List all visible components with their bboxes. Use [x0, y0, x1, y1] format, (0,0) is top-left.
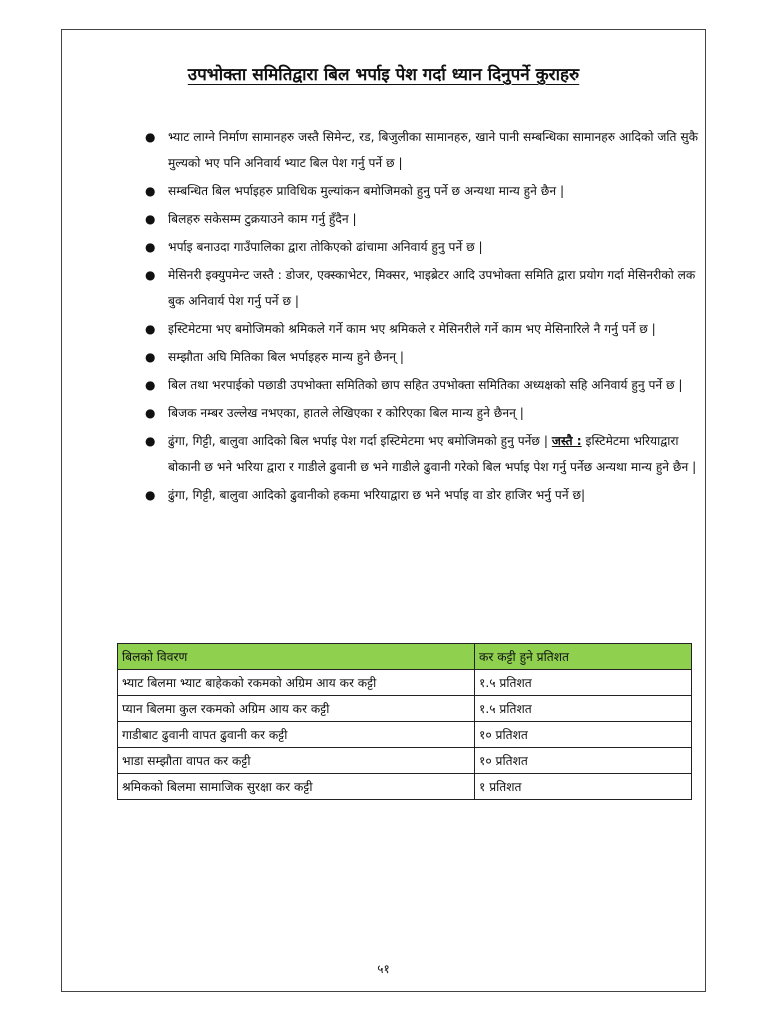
list-item: [142, 234, 702, 260]
example-label: जस्तै :: [551, 434, 582, 448]
table-cell-rate: १.५ प्रतिशत: [475, 696, 692, 722]
bullet-icon: ●: [145, 378, 156, 392]
table-header-row: [118, 644, 692, 670]
table-row: [118, 748, 692, 774]
list-item-text: ढुंगा, गिट्टी, बालुवा आदिको बिल भर्पाइ पेश गर्दा इस्टिमेटमा भए बमोजिमको हुनु पर्नेछ |: [168, 434, 548, 448]
column-header-deduction-rate: कर कट्टी हुने प्रतिशत: [475, 644, 692, 670]
column-header-bill-description: बिलको विवरण: [118, 644, 475, 670]
list-item-text: सम्बन्धित बिल भर्पाइहरु प्राविधिक मुल्यांकन बमोजिमको हुनु पर्ने छ अन्यथा मान्य हुने छैन |: [168, 184, 565, 198]
bullet-icon: ●: [145, 130, 156, 144]
table-cell-rate: १ प्रतिशत: [475, 774, 692, 800]
table-row: [118, 696, 692, 722]
list-item: [142, 262, 702, 314]
bullet-icon: ●: [145, 212, 156, 226]
document-title: उपभोक्ता समितिद्वारा बिल भर्पाइ पेश गर्दा ध्यान दिनुपर्ने कुराहरु: [187, 65, 580, 85]
list-item: [142, 482, 702, 508]
table-cell-rate: १० प्रतिशत: [475, 722, 692, 748]
list-item: [142, 344, 702, 370]
table-cell-description: गाडीबाट ढुवानी वापत ढुवानी कर कट्टी: [118, 722, 475, 748]
bullet-icon: ●: [145, 240, 156, 254]
table-row: [118, 722, 692, 748]
guidelines-list: [142, 124, 702, 510]
bullet-icon: ●: [145, 322, 156, 336]
bullet-icon: ●: [145, 268, 156, 282]
list-item-text: ढुंगा, गिट्टी, बालुवा आदिको ढुवानीको हकमा भरियाद्वारा छ भने भर्पाइ वा डोर हाजिर भर्नु पर्ने छ|: [168, 488, 586, 502]
table-cell-description: भ्याट बिलमा भ्याट बाहेकको रकमको अग्रिम आय कर कट्टी: [118, 670, 475, 696]
table-row: [118, 670, 692, 696]
list-item: [142, 178, 702, 204]
table-row: [118, 774, 692, 800]
page-number: ५१: [377, 962, 390, 976]
tax-deduction-table: [117, 643, 692, 800]
list-item-text-continued: इस्टिमेटमा भरियाद्वारा बोकानी छ भने भरिया द्वारा र गाडीले ढुवानी छ भने गाडीले ढुवानी गरेको बिल भर्पाइ पेश गर्नु पर्नेछ अन्यथा मान्य हुने छैन |: [168, 434, 697, 474]
document-page: [61, 29, 706, 992]
bullet-icon: ●: [145, 434, 156, 448]
list-item: [142, 400, 702, 426]
list-item: [142, 124, 702, 176]
list-item-text: सम्झौता अघि मितिका बिल भर्पाइहरु मान्य हुने छैनन् |: [168, 350, 404, 364]
list-item: [142, 206, 702, 232]
list-item: [142, 316, 702, 342]
list-item-text: भर्पाइ बनाउदा गाउँपालिका द्वारा तोकिएको ढांचामा अनिवार्य हुनु पर्ने छ |: [168, 240, 483, 254]
bullet-icon: ●: [145, 488, 156, 502]
list-item-text: मेसिनरी इक्युपमेन्ट जस्तै : डोजर, एक्स्काभेटर, मिक्सर, भाइब्रेटर आदि उपभोक्ता समिति द्वारा प्रयोग गर्दा मेसिनरीको लक बुक अनिवार्य पेश गर्नु पर्ने छ |: [168, 268, 696, 308]
list-item: [142, 428, 702, 480]
table-cell-rate: १० प्रतिशत: [475, 748, 692, 774]
bullet-icon: ●: [145, 350, 156, 364]
list-item-text: इस्टिमेटमा भए बमोजिमको श्रमिकले गर्ने काम भए श्रमिकले र मेसिनरीले गर्ने काम भए मेसिनारिले नै गर्नु पर्ने छ |: [168, 322, 656, 336]
list-item: [142, 372, 702, 398]
list-item-text: बिल तथा भरपाईको पछाडी उपभोक्ता समितिको छाप सहित उपभोक्ता समितिका अध्यक्षको सहि अनिवार्य हुनु पर्ने छ |: [168, 378, 683, 392]
bullet-icon: ●: [145, 406, 156, 420]
table-cell-description: प्यान बिलमा कुल रकमको अग्रिम आय कर कट्टी: [118, 696, 475, 722]
list-item-text: भ्याट लाग्ने निर्माण सामानहरु जस्तै सिमेन्ट, रड, बिजुलीका सामानहरु, खाने पानी सम्बन्धिका सामानहरु आदिको जति सुकै मुल्यको भए पनि अनिवार्य भ्याट बिल पेश गर्नु पर्ने छ |: [168, 130, 698, 170]
table-cell-rate: १.५ प्रतिशत: [475, 670, 692, 696]
table-cell-description: श्रमिकको बिलमा सामाजिक सुरक्षा कर कट्टी: [118, 774, 475, 800]
list-item-text: बिजक नम्बर उल्लेख नभएका, हातले लेखिएका र कोरिएका बिल मान्य हुने छैनन् |: [168, 406, 524, 420]
list-item-text: बिलहरु सकेसम्म टुक्रयाउने काम गर्नु हुँदैन |: [168, 212, 357, 226]
table-cell-description: भाडा सम्झौता वापत कर कट्टी: [118, 748, 475, 774]
bullet-icon: ●: [145, 184, 156, 198]
